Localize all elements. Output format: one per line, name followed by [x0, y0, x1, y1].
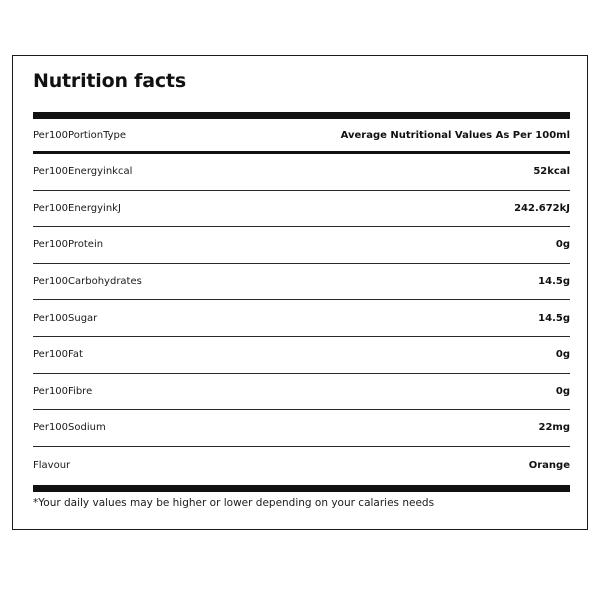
table-row-energy-kj	[33, 191, 570, 228]
footnote: *Your daily values may be higher or lower depending on your calaries needs	[33, 497, 435, 509]
row-label: Per100Sodium	[33, 422, 106, 434]
table-row-portion-type	[33, 119, 570, 154]
table-row-protein	[33, 227, 570, 264]
page-title: Nutrition facts	[33, 70, 186, 92]
row-value: 52kcal	[533, 166, 570, 178]
table-row-fibre	[33, 374, 570, 411]
bottom-divider	[33, 485, 570, 492]
row-value: 14.5g	[538, 312, 570, 324]
row-value: 0g	[555, 385, 570, 397]
row-value: 14.5g	[538, 276, 570, 288]
row-value: 0g	[555, 239, 570, 251]
table-row-sugar	[33, 300, 570, 337]
row-label: Per100Fibre	[33, 385, 93, 397]
row-value: 242.672kJ	[514, 202, 570, 214]
row-value: Orange	[528, 459, 570, 471]
row-label: Flavour	[33, 459, 71, 471]
table-row-sodium	[33, 410, 570, 447]
table-row-flavour	[33, 447, 570, 484]
row-label: Per100Sugar	[33, 312, 98, 324]
row-label: Per100Protein	[33, 239, 104, 251]
row-label: Per100Carbohydrates	[33, 276, 142, 288]
row-label: Per100PortionType	[33, 129, 127, 141]
nutrition-table	[33, 119, 570, 483]
table-row-energy-kcal	[33, 154, 570, 191]
row-label: Per100EnergyinkJ	[33, 202, 121, 214]
row-value: Average Nutritional Values As Per 100ml	[340, 129, 570, 141]
top-divider	[33, 112, 570, 119]
table-row-fat	[33, 337, 570, 374]
table-row-carbohydrates	[33, 264, 570, 301]
row-value: 0g	[555, 349, 570, 361]
row-label: Per100Energyinkcal	[33, 166, 133, 178]
row-value: 22mg	[538, 422, 570, 434]
row-label: Per100Fat	[33, 349, 83, 361]
nutrition-facts-panel	[12, 55, 588, 530]
